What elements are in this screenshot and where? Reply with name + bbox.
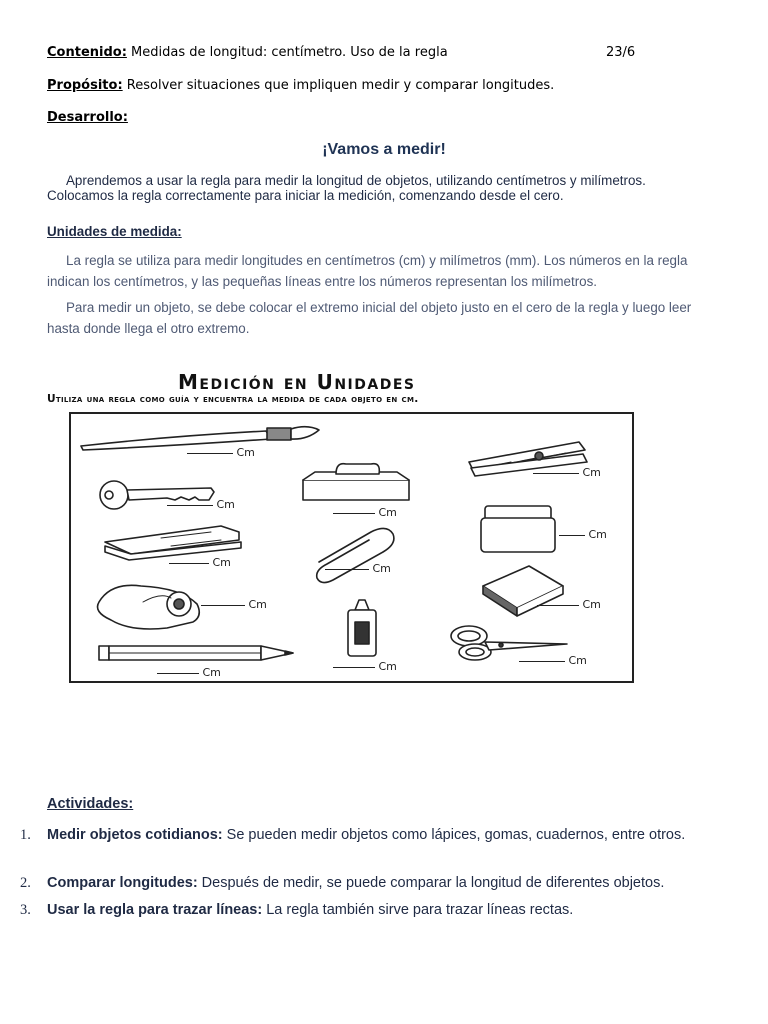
activity-number: 2. [20, 875, 31, 891]
intro-line-2: Colocamos la regla correctamente para iniciar la medición, comenzando desde el cero. [47, 188, 564, 203]
contenido-line [47, 45, 448, 60]
worksheet-box [69, 412, 634, 683]
activity-item-3 [20, 900, 720, 921]
activity-text: Se pueden medir objetos como lápices, gomas, cuadernos, entre otros. [222, 827, 686, 843]
desarrollo-line [47, 110, 128, 125]
activity-text: Después de medir, se puede comparar la longitud de diferentes objetos. [197, 875, 665, 891]
answer-blank[interactable]: Cm [325, 562, 391, 575]
answer-blank[interactable]: Cm [333, 660, 397, 673]
activity-title: Usar la regla para trazar líneas: [47, 902, 263, 918]
activity-number: 1. [20, 827, 31, 843]
contenido-label: Contenido: [47, 45, 127, 60]
proposito-line [47, 78, 554, 93]
units-heading: Unidades de medida: [47, 224, 182, 239]
stapler-icon [105, 526, 241, 560]
pencil-icon [99, 646, 293, 660]
answer-blank[interactable]: Cm [537, 598, 601, 611]
worksheet-title: Medición en Unidades [178, 370, 416, 394]
jar-icon [481, 506, 555, 552]
date-label: 23/6 [606, 45, 636, 60]
answer-blank[interactable]: Cm [519, 654, 587, 667]
proposito-label: Propósito: [47, 78, 123, 93]
answer-blank[interactable]: Cm [187, 446, 255, 459]
units-paragraph-1: La regla se utiliza para medir longitudes en centímetros (cm) y milímetros (mm). Los números en la regla indican los centímetros, y las pequeñas líneas entre los números representan los milímetros. [47, 253, 688, 289]
page-title: ¡Vamos a medir! [322, 141, 446, 158]
activity-text: La regla también sirve para trazar líneas rectas. [262, 902, 574, 918]
contenido-text: Medidas de longitud: centímetro. Uso de la regla [131, 45, 448, 60]
tape-dispenser-icon [98, 585, 200, 629]
desarrollo-label: Desarrollo: [47, 110, 128, 125]
answer-blank[interactable]: Cm [201, 598, 267, 611]
answer-blank[interactable]: Cm [559, 528, 607, 541]
tissue-box-icon [303, 464, 409, 500]
crayon-icon [348, 600, 376, 656]
activities-heading: Actividades: [47, 796, 134, 812]
answer-blank[interactable]: Cm [333, 506, 397, 519]
activity-item-2 [20, 873, 720, 894]
answer-blank[interactable]: Cm [167, 498, 235, 511]
answer-blank[interactable]: Cm [169, 556, 231, 569]
intro-line-1: Aprendemos a usar la regla para medir la longitud de objetos, utilizando centímetros y milímetros. [66, 173, 646, 188]
answer-blank[interactable]: Cm [533, 466, 601, 479]
activity-item-1 [20, 825, 720, 846]
activity-title: Comparar longitudes: [47, 875, 198, 891]
answer-blank[interactable]: Cm [157, 666, 221, 679]
proposito-text: Resolver situaciones que impliquen medir y comparar longitudes. [126, 78, 555, 93]
units-paragraph-2: Para medir un objeto, se debe colocar el extremo inicial del objeto justo en el cero de la regla y luego leer hasta donde llega el otro extremo. [47, 300, 692, 336]
activity-title: Medir objetos cotidianos: [47, 827, 223, 843]
activity-number: 3. [20, 902, 31, 918]
worksheet-subtitle: Utiliza una regla como guía y encuentra la medida de cada objeto en cm. [47, 393, 419, 405]
